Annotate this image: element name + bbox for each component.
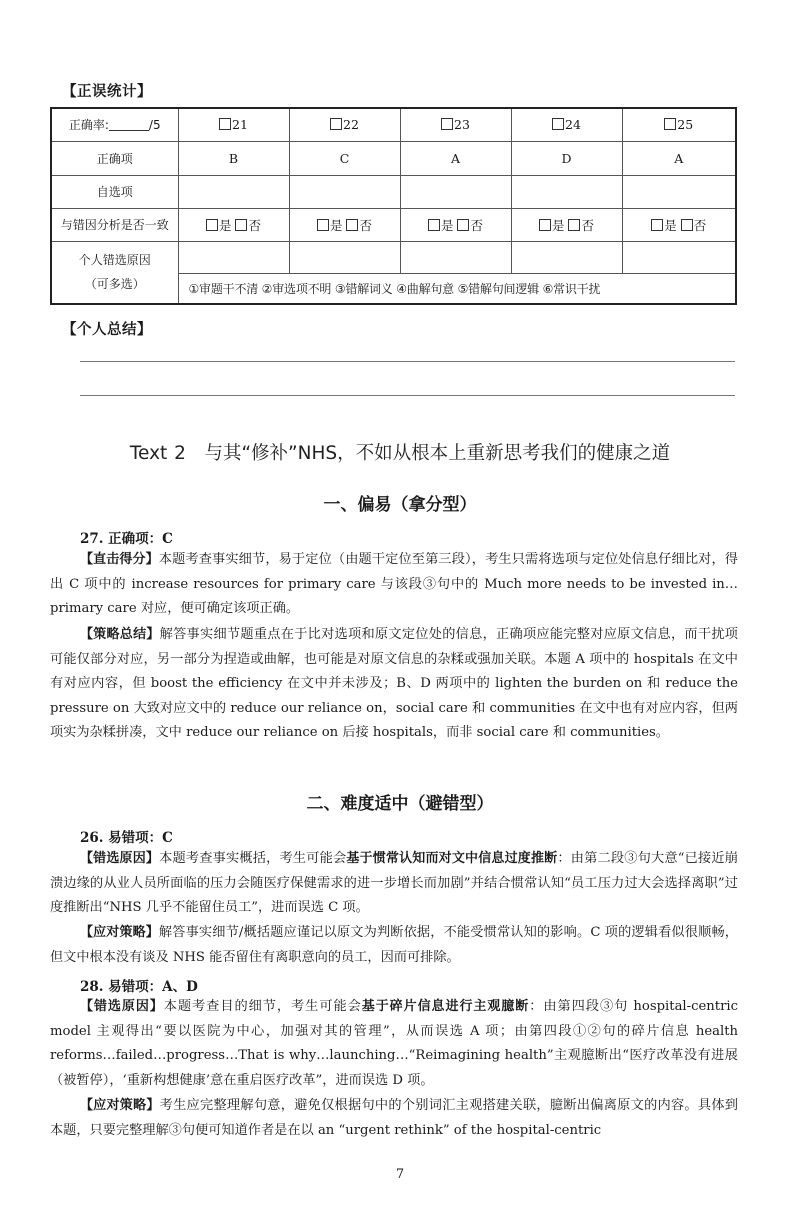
item-28-head: 28. 易错项：A、D [80,979,198,995]
paragraph-strategy-26: 【应对策略】解答事实细节/概括题应谨记以原文为判断依据，不能受惯常认知的影响。C 项的逻辑看似很顺畅，但文中根本没有谈及 NHS 能否留住有离职意向的员工，因而可排除。 [50,925,738,965]
self-row [51,175,736,208]
reason-cell[interactable] [511,241,622,273]
yes-checkbox [539,219,551,231]
paragraph-direct-score: 【直击得分】本题考查事实细节，易于定位（由题干定位至第三段），考生只需将选项与定位处信息仔细比对，得出 C 项中的 increase resources for primary care 与该段③句中的 Much more needs to be invested in…primary care 对应，便可确定该项正确。 [50,552,738,616]
question-cell-23[interactable]: 23 [400,108,511,141]
accuracy-blank [109,120,149,131]
note-line[interactable] [80,361,735,362]
yes-no-cell[interactable]: 是 否 [289,208,400,241]
stats-table [50,107,737,305]
yes-no-cell[interactable]: 是 否 [400,208,511,241]
correct-label: 正确项 [51,141,178,175]
self-answer-cell[interactable] [511,175,622,208]
self-answer-cell[interactable] [178,175,289,208]
correct-row [51,141,736,175]
question-cell-21[interactable]: 21 [178,108,289,141]
item-27-head: 27. 正确项：C [80,531,173,547]
stats-heading: 【正误统计】 [62,84,152,100]
reason-label: 个人错选原因 [78,253,151,268]
question-row [51,108,736,141]
reason-options: ①审题干不清 ②审选项不明 ③错解词义 ④曲解句意 ⑤错解句间逻辑 ⑥常识干扰 [178,273,736,304]
reason-cell[interactable] [178,241,289,273]
checkbox [552,118,564,130]
paragraph-strategy-28: 【应对策略】考生应完整理解句意，避免仅根据句中的个别词汇主观搭建关联，臆断出偏离原文的内容。具体到本题，只要完整理解③句便可知道作者是在以 an “urgent rethink” of the hospital-centric [50,1098,738,1138]
no-checkbox [346,219,358,231]
checkbox [330,118,342,130]
page-number: 7 [395,1167,405,1182]
reason-cell[interactable] [289,241,400,273]
question-cell-24[interactable]: 24 [511,108,622,141]
note-line[interactable] [80,395,735,396]
reason-label-note: （可多选） [84,277,145,292]
section-title-easy: 一、偏易（拿分型） [323,495,477,515]
correct-answer: D [511,141,622,175]
reason-label-cell [51,241,178,304]
correct-answer: B [178,141,289,175]
correct-answer: A [622,141,736,175]
consistency-row [51,208,736,241]
no-checkbox [568,219,580,231]
consistency-label: 与错因分析是否一致 [51,208,178,241]
question-cell-22[interactable]: 22 [289,108,400,141]
accuracy-cell: 正确率: /5 [51,108,178,141]
yes-checkbox [428,219,440,231]
question-cell-25[interactable]: 25 [622,108,736,141]
reason-cell[interactable] [400,241,511,273]
correct-answer: C [289,141,400,175]
yes-checkbox [651,219,663,231]
paragraph-strategy-summary: 【策略总结】解答事实细节题重点在于比对选项和原文定位处的信息，正确项应能完整对应原文信息，而干扰项可能仅部分对应，另一部分为捏造或曲解，也可能是对原文信息的杂糅或强加关联。本题 A 项中的 hospitals 在文中有对应内容，但 boost the efficiency 在文中并未涉及；B、D 两项中的 lighten the burden on 和 reduce the pressure on 大致对应文中的 reduce our reliance on，social care 和 communities 在文中也有对应内容，但两项实为杂糅拼凑，文中 reduce our reliance on 后接 hospitals，而非 social care 和 communities。 [50,627,738,740]
summary-heading: 【个人总结】 [62,322,152,338]
section-title-medium: 二、难度适中（避错型） [306,794,494,814]
reason-cell[interactable] [622,241,736,273]
yes-checkbox [206,219,218,231]
checkbox [664,118,676,130]
correct-answer: A [400,141,511,175]
self-answer-cell[interactable] [622,175,736,208]
text-title: Text 2 与其“修补”NHS，不如从根本上重新思考我们的健康之道 [129,443,671,464]
yes-checkbox [317,219,329,231]
paragraph-error-reason-26: 【错选原因】本题考查事实概括，考生可能会基于惯常认知而对文中信息过度推断：由第二段③句大意“已接近崩溃边缘的从业人员所面临的压力会随医疗保健需求的进一步增长而加剧”并结合惯常认知“员工压力过大会选择离职”过度推断出“NHS 几乎不能留住员工”，进而误选 C 项。 [50,851,738,915]
checkbox [219,118,231,130]
self-answer-cell[interactable] [289,175,400,208]
paragraph-error-reason-28: 【错选原因】本题考查目的细节，考生可能会基于碎片信息进行主观臆断：由第四段③句 hospital-centric model 主观得出“要以医院为中心，加强对其的管理”，从而误选 A 项；由第四段①②句的碎片信息 health reforms…failed…progress…That is why…launching…“Reimagining health”主观臆断出“医疗改革没有进展（被暂停），‘重新构想健康’意在重启医疗改革”，进而误选 D 项。 [50,999,738,1088]
yes-no-cell[interactable]: 是 否 [511,208,622,241]
reason-row-1 [51,241,736,273]
no-checkbox [235,219,247,231]
self-answer-cell[interactable] [400,175,511,208]
yes-no-cell[interactable]: 是 否 [622,208,736,241]
no-checkbox [457,219,469,231]
self-label: 自选项 [51,175,178,208]
item-26-head: 26. 易错项：C [80,830,173,846]
checkbox [441,118,453,130]
no-checkbox [681,219,693,231]
yes-no-cell[interactable]: 是 否 [178,208,289,241]
